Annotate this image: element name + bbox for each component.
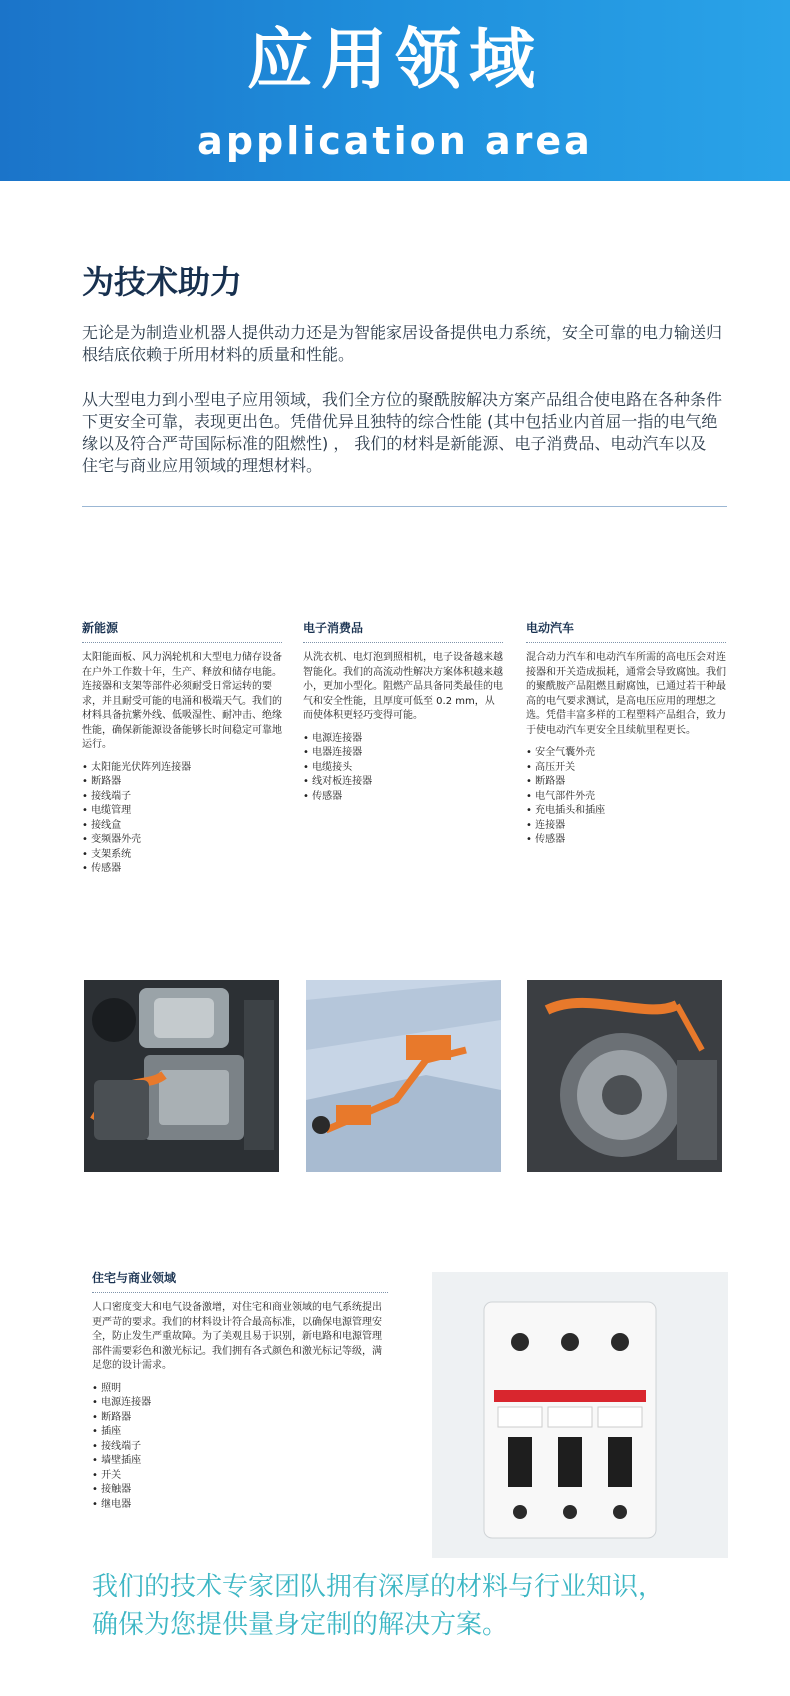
list-item: • 电源连接器	[92, 1396, 388, 1411]
section-title: 住宅与商业领域	[92, 1270, 388, 1293]
list-item: • 断路器	[82, 775, 282, 790]
list-item: • 太阳能光伏阵列连接器	[82, 761, 282, 776]
section-list	[82, 761, 282, 877]
divider	[82, 506, 727, 507]
section-consumer-electronics	[303, 620, 503, 804]
busbar-photo	[306, 980, 501, 1172]
section-list	[526, 746, 726, 848]
list-item: • 接触器	[92, 1483, 388, 1498]
banner-title-en: application area	[197, 119, 593, 163]
ev-motor-photo	[527, 980, 722, 1172]
section-body: 太阳能面板、风力涡轮机和大型电力储存设备在户外工作数十年，生产、释放和储存电能。连接器和支架等部件必须耐受日常运转的要求，并且耐受可能的电涌和极端天气。我们的材料具备抗紫外线、低吸湿性、耐冲击、绝缘性能，确保新能源设备能够长时间稳定可靠地运行。	[82, 652, 282, 750]
section-body: 人口密度变大和电气设备激增，对住宅和商业领域的电气系统提出更严苛的要求。我们的材料设计符合最高标准，以确保电源管理安全，防止发生严重故障。为了美观且易于识别，新电路和电源管理部件需要彩色和激光标记。我们拥有各式颜色和激光标记等级，满足您的设计需求。	[92, 1302, 382, 1371]
section-list	[303, 732, 503, 805]
engine-bay-photo	[84, 980, 279, 1172]
section-title: 电动汽车	[526, 620, 726, 643]
section-body: 混合动力汽车和电动汽车所需的高电压会对连接器和开关造成损耗，通常会导致腐蚀。我们的聚酰胺产品阻燃且耐腐蚀，已通过若干种最高的电气要求测试，是高电压应用的理想之选。凭借丰富多样的工程塑料产品组合，致力于使电动汽车更安全且续航里程更长。	[526, 652, 726, 736]
footer-message	[92, 1568, 742, 1644]
list-item: • 电缆管理	[82, 804, 282, 819]
list-item: • 安全气囊外壳	[526, 746, 726, 761]
header-banner	[0, 0, 790, 181]
intro-paragraph-1: 无论是为制造业机器人提供动力还是为智能家居设备提供电力系统，安全可靠的电力输送归根结底依赖于所用材料的质量和性能。	[82, 323, 723, 364]
list-item: • 断路器	[526, 775, 726, 790]
section-list	[92, 1382, 388, 1513]
list-item: • 传感器	[303, 790, 503, 805]
section-body: 从洗衣机、电灯泡到照相机，电子设备越来越智能化。我们的高流动性解决方案体积越来越小，更加小型化。阻燃产品具备同类最佳的电气和安全性能，且厚度可低至 0.2 mm，从而使体积更轻巧变得可能。	[303, 652, 503, 721]
list-item: • 开关	[92, 1469, 388, 1484]
list-item: • 继电器	[92, 1498, 388, 1513]
list-item: • 变频器外壳	[82, 833, 282, 848]
list-item: • 支架系统	[82, 848, 282, 863]
section-residential-commercial	[92, 1270, 388, 1512]
list-item: • 传感器	[526, 833, 726, 848]
list-item: • 接线盒	[82, 819, 282, 834]
section-title: 电子消费品	[303, 620, 503, 643]
list-item: • 电器连接器	[303, 746, 503, 761]
list-item: • 电气部件外壳	[526, 790, 726, 805]
section-new-energy	[82, 620, 282, 877]
banner-title-cn: 应用领域	[247, 21, 543, 98]
list-item: • 连接器	[526, 819, 726, 834]
list-item: • 接线端子	[82, 790, 282, 805]
intro-heading: 为技术助力	[82, 263, 243, 301]
list-item: • 线对板连接器	[303, 775, 503, 790]
list-item: • 断路器	[92, 1411, 388, 1426]
list-item: • 照明	[92, 1382, 388, 1397]
section-electric-vehicles	[526, 620, 726, 848]
list-item: • 插座	[92, 1425, 388, 1440]
circuit-breaker-photo	[432, 1272, 728, 1558]
list-item: • 接线端子	[92, 1440, 388, 1455]
list-item: • 墙壁插座	[92, 1454, 388, 1469]
footer-line-1: 我们的技术专家团队拥有深厚的材料与行业知识，	[92, 1572, 665, 1602]
list-item: • 充电插头和插座	[526, 804, 726, 819]
footer-line-2: 确保为您提供量身定制的解决方案。	[92, 1610, 509, 1640]
section-title: 新能源	[82, 620, 282, 643]
intro-paragraph-2: 从大型电力到小型电子应用领域，我们全方位的聚酰胺解决方案产品组合使电路在各种条件下更安全可靠，表现更出色。凭借优异且独特的综合性能 (其中包括业内首屈一指的电气绝缘以及符合严苛国际标准的阻燃性) ， 我们的材料是新能源、电子消费品、电动汽车以及住宅与商业应用领域的理想材料。	[82, 390, 723, 475]
list-item: • 传感器	[82, 862, 282, 877]
list-item: • 电缆接头	[303, 761, 503, 776]
list-item: • 高压开关	[526, 761, 726, 776]
list-item: • 电源连接器	[303, 732, 503, 747]
